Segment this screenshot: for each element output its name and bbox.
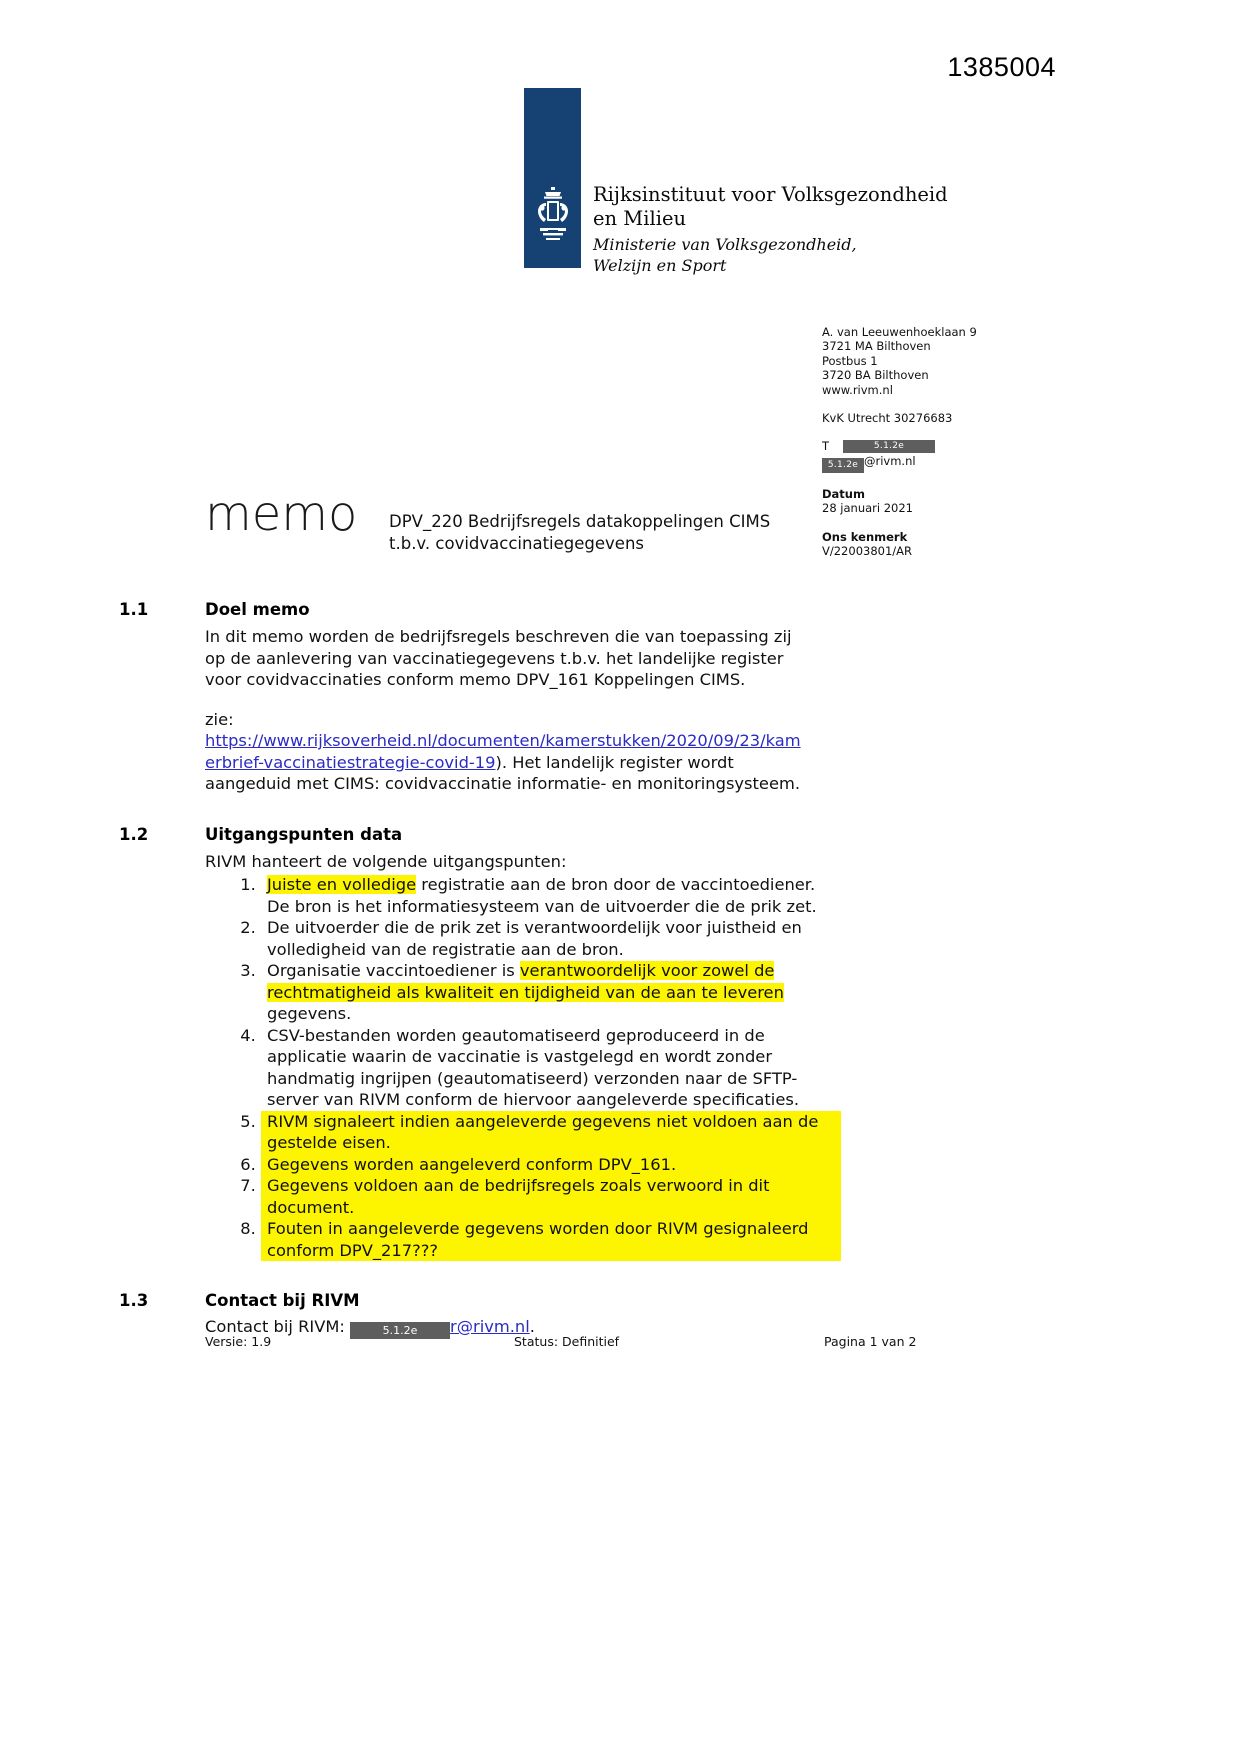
redaction-email: 5.1.2e bbox=[822, 458, 864, 473]
list-item: 1. Juiste en volledige registratie aan de bron door de vaccintoediener. De bron is het informatiesysteem van de uitvoerder die de prik zet. bbox=[261, 874, 841, 917]
memo-subtitle-line-2: t.b.v. covidvaccinatiegegevens bbox=[389, 534, 644, 553]
highlighted-text: verantwoordelijk voor zowel de rechtmatigheid als kwaliteit en tijdigheid van de aan te leveren bbox=[267, 961, 784, 1002]
memo-word: memo bbox=[205, 486, 358, 542]
footer-version: Versie: 1.9 bbox=[205, 1334, 272, 1349]
phone-label: T bbox=[822, 439, 830, 454]
address-line: 3721 MA Bilthoven bbox=[822, 339, 931, 354]
phone-row bbox=[822, 439, 1122, 453]
section-1-3-number: 1.3 bbox=[119, 1291, 149, 1310]
address-line: Postbus 1 bbox=[822, 353, 878, 368]
section-1-2-number: 1.2 bbox=[119, 824, 149, 844]
list-item: 8. Fouten in aangeleverde gegevens worden door RIVM gesignaleerd conform DPV_217??? bbox=[261, 1218, 841, 1261]
logo-line-3: Ministerie van Volksgezondheid, bbox=[593, 235, 857, 254]
list-item: 2. De uitvoerder die de prik zet is verantwoordelijk voor juistheid en volledigheid van de registratie aan de bron. bbox=[261, 917, 841, 960]
reference-value: V/22003801/AR bbox=[822, 544, 913, 559]
section-1-3 bbox=[0, 1291, 1241, 1339]
list-item: 7. Gegevens voldoen aan de bedrijfsregels zoals verwoord in dit document. bbox=[261, 1175, 841, 1218]
section-1-3-heading: Contact bij RIVM bbox=[205, 1291, 360, 1310]
rivm-logo bbox=[524, 88, 948, 275]
redaction-contact: 5.1.2e bbox=[350, 1322, 450, 1339]
section-1-2 bbox=[0, 825, 1241, 1262]
contact-prefix: Contact bij RIVM: bbox=[205, 1317, 351, 1336]
reference-block bbox=[822, 530, 1122, 559]
document-number: 1385004 bbox=[947, 52, 1056, 82]
date-label: Datum bbox=[822, 486, 865, 501]
kvk-block bbox=[822, 411, 1122, 425]
list-item: 3. Organisatie vaccintoediener is verantwoordelijk voor zowel de rechtmatigheid als kwaliteit en tijdigheid van de aan te leveren gegevens. bbox=[261, 960, 841, 1025]
email-row bbox=[822, 454, 1122, 473]
address-block bbox=[822, 325, 1122, 397]
list-item: 5. RIVM signaleert indien aangeleverde gegevens niet voldoen aan de gestelde eisen. bbox=[261, 1111, 841, 1154]
section-1-1-see-label: zie: bbox=[205, 709, 234, 729]
section-1-1-after-link: ). Het landelijk register wordt aangeduid met CIMS: covidvaccinatie informatie- en monitoringsysteem. bbox=[205, 752, 800, 793]
memo-subtitle-line-1: DPV_220 Bedrijfsregels datakoppelingen CIMS bbox=[389, 512, 771, 531]
list-item: 6. Gegevens worden aangeleverd conform DPV_161. bbox=[261, 1154, 841, 1176]
date-value: 28 januari 2021 bbox=[822, 501, 914, 516]
memo-subtitle bbox=[389, 511, 789, 555]
list-item: 4. CSV-bestanden worden geautomatiseerd geproduceerd in de applicatie waarin de vaccinatie is vastgelegd en wordt zonder handmatig ingrijpen (geautomatiseerd) verzonden naar de SFTP-server van RIVM conform de hiervoor aangeleverde specificaties. bbox=[261, 1025, 841, 1111]
dutch-coat-of-arms-icon bbox=[530, 184, 576, 246]
kamerbrief-link[interactable]: https://www.rijksoverheid.nl/documenten/kamerstukken/2020/09/23/kamerbrief-vaccinatiestrategie-covid-19 bbox=[205, 731, 801, 772]
redaction-phone: 5.1.2e bbox=[843, 440, 935, 453]
footer-status: Status: Definitief bbox=[514, 1334, 620, 1349]
logo-line-2: en Milieu bbox=[593, 207, 687, 230]
section-1-1-heading: Doel memo bbox=[205, 600, 310, 619]
address-line: 3720 BA Bilthoven bbox=[822, 368, 929, 383]
section-1-3-contact-line bbox=[205, 1317, 1241, 1339]
section-1-1-number: 1.1 bbox=[119, 600, 149, 619]
section-1-1-link-paragraph bbox=[205, 730, 805, 795]
email-suffix: @rivm.nl bbox=[864, 453, 916, 468]
logo-line-1: Rijksinstituut voor Volksgezondheid bbox=[593, 183, 948, 206]
contact-email-link[interactable]: r@rivm.nl bbox=[450, 1317, 530, 1336]
highlighted-text: Juiste en volledige bbox=[267, 875, 417, 894]
section-1-1 bbox=[0, 600, 1241, 795]
kvk-number: KvK Utrecht 30276683 bbox=[822, 411, 953, 426]
document-body bbox=[0, 600, 1241, 1339]
reference-label: Ons kenmerk bbox=[822, 529, 908, 544]
section-1-2-intro: RIVM hanteert de volgende uitgangspunten: bbox=[205, 851, 567, 871]
logo-text bbox=[593, 183, 948, 276]
contact-block bbox=[822, 439, 1122, 472]
address-website: www.rivm.nl bbox=[822, 382, 893, 397]
address-line: A. van Leeuwenhoeklaan 9 bbox=[822, 325, 977, 339]
section-1-1-paragraph: In dit memo worden de bedrijfsregels beschreven die van toepassing zij op de aanlevering van vaccinatiegegevens t.b.v. het landelijke register voor covidvaccinaties conform memo DPV_161 Koppelingen CIMS. bbox=[205, 627, 792, 689]
uitgangspunten-list bbox=[205, 874, 841, 1261]
contact-suffix: . bbox=[529, 1317, 535, 1336]
section-1-2-heading: Uitgangspunten data bbox=[205, 824, 403, 844]
logo-line-4: Welzijn en Sport bbox=[593, 256, 727, 275]
date-block bbox=[822, 487, 1122, 516]
meta-column bbox=[822, 325, 1122, 572]
footer-page-number: Pagina 1 van 2 bbox=[824, 1334, 917, 1349]
